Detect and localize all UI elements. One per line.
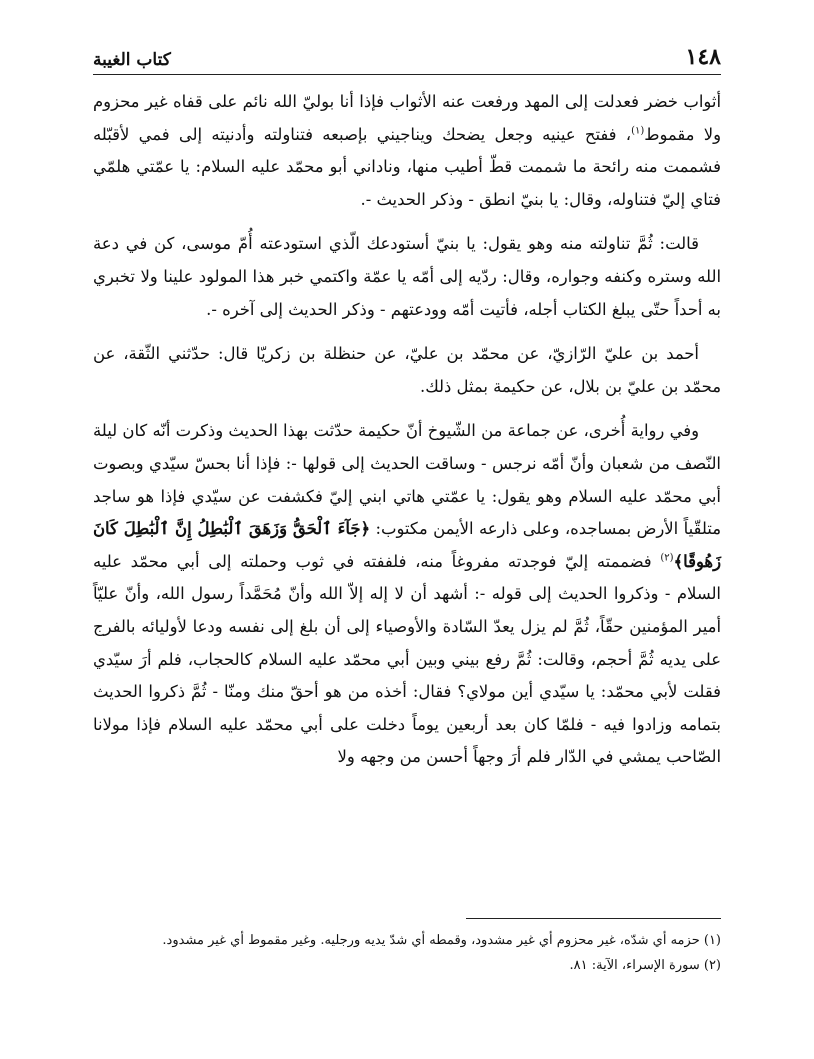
paragraph-4-text-a: وفي رواية أُخرى، عن جماعة من الشّيوخ أنّ حكيمة حدّثت بهذا الحديث وذكرت أنّه كان ليلة النّصف من شعبان وأنّ أمّه نرجس - وساقت الحديث إلى قولها -: فإذا أنا بحسّ سيّدي وبصوت أبي محمّد عليه السلام وهو يقول: يا عمّتي هاتي ابني إليّ فكشفت عن سيّدي فإذا هو ساجد متلقّياً الأرض بمساجده، وعلى ذارعه الأيمن مكتوب: (93, 421, 721, 539)
paragraph-4-text-b: فضممته إليّ فوجدته مفروغاً منه، فلففته في ثوب وحملته إلى أبي محمّد عليه السلام - وذكروا الحديث إلى قوله -: أشهد أن لا إله إلاّ الله وأنّ مُحَمَّداً رسول الله، وأنّ عليّاً أمير المؤمنين حقّاً، ثُمَّ لم يزل يعدّ السّادة والأوصياء إلى أن بلغ إلى نفسه ودعا لأوليائه بالفرج على يديه ثُمَّ أحجم، وقالت: ثُمَّ رفع بيني وبين أبي محمّد عليه السلام كالحجاب، فلم أرَ سيّدي فقلت لأبي محمّد: يا سيّدي أين مولاي؟ فقال: أخذه من هو أحقّ منك ومنّا - ثُمَّ ذكروا الحديث بتمامه وزادوا فيه - فلمّا كان بعد أربعين يوماً دخلت على أبي محمّد عليه السلام فإذا مولانا الصّاحب يمشي في الدّار فلم أرَ وجهاً أحسن من وجهه ولا (93, 551, 721, 767)
footnote-ref-2[interactable]: (٢) (660, 552, 674, 564)
footnotes (93, 928, 721, 978)
footnote-rule (466, 918, 721, 919)
footnote-2: (٢) سورة الإسراء، الآية: ٨١. (569, 958, 721, 973)
footnote-ref-1[interactable]: (١) (631, 125, 645, 137)
paragraph-1-text-a: أثواب خضر فعدلت إلى المهد ورفعت عنه الأثواب فإذا أنا بوليّ الله نائم على قفاه غير محزوم ولا مقموط (93, 92, 721, 144)
paragraph-4 (93, 415, 721, 774)
paragraph-2: قالت: ثُمَّ تناولته منه وهو يقول: يا بنيّ أستودعك الّذي استودعته أُمّ موسى، كن في دعة الله وستره وكنفه وجواره، وقال: ردّيه إلى أمّه يا عمّة واكتمي خبر هذا المولود علينا ولا تخبري به أحداً حتّى يبلغ الكتاب أجله، فأتيت أمّه وودعتهم - وذكر الحديث إلى آخره -. (93, 234, 721, 319)
book-title: كتاب الغيبة (93, 50, 171, 70)
paragraph-1 (93, 86, 721, 216)
paragraph-3: أحمد بن عليّ الرّازيّ، عن محمّد بن عليّ، عن حنظلة بن زكريّا قال: حدّثني الثّقة، عن محمّد بن عليّ بن بلال، عن حكيمة بمثل ذلك. (93, 344, 721, 396)
footnote-1: (١) حزمه أي شدّه، غير محزوم أي غير مشدود، وقمطه أي شدّ يديه ورجليه. وغير مقموط أي غير مشدود. (162, 933, 721, 948)
quran-verse: ﴿جَآءَ ٱلْحَقُّ وَزَهَقَ ٱلْبَٰطِلُ إِنَّ ٱلْبَٰطِلَ كَانَ زَهُوقًا﴾ (93, 519, 721, 571)
page-header (93, 38, 721, 70)
body-text (93, 86, 721, 786)
paragraph-1-text-b: ، ففتح عينيه وجعل يضحك ويناجيني بإصبعه فتناولته وأدنيته إلى فمي لأقبّله فشممت منه رائحة ما شممت قطّ أطيب منها، وناداني أبو محمّد عليه السلام: يا عمّتي هلمّي فتاي إليّ فتناوله، وقال: يا بنيّ انطق - وذكر الحديث -. (93, 124, 721, 209)
page-number: ١٤٨ (685, 44, 721, 70)
header-rule (93, 74, 721, 75)
